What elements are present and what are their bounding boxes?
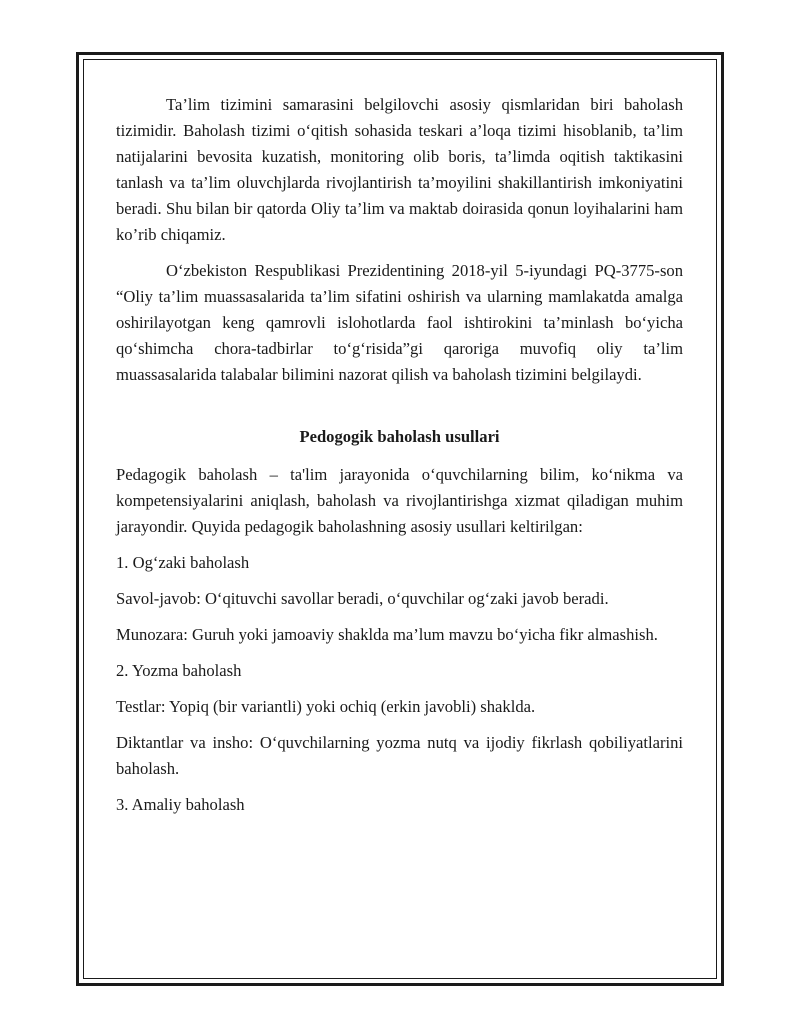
paragraph-prezident-qarori: O‘zbekiston Respublikasi Prezidentining 2018-yil 5-iyundagi PQ-3775-son “Oliy ta’lim muassasalarida ta’lim sifatini oshirish va ularning mamlakatda amalga oshirilayotgan keng qamrovli islohotlarda faol ishtirokini ta’minlash bo‘yicha qo‘shimcha chora-tadbirlar to‘g‘risida”gi qaroriga muvofiq oliy ta’lim muassasalarida talabalar bilimini nazorat qilish va baholash tizimini belgilaydi. bbox=[116, 261, 683, 384]
section-title-amaliy: 3. Amaliy baholash bbox=[116, 795, 245, 814]
paragraph-intro: Pedagogik baholash – ta'lim jarayonida o‘quvchilarning bilim, ko‘nikma va kompetensiyalarini aniqlash, baholash va rivojlantirishga xizmat qiladigan muhim jarayondir. Quyida pedagogik baholashning asosiy usullari keltirilgan: bbox=[116, 465, 683, 536]
section-heading: Pedogogik baholash usullari bbox=[299, 427, 500, 446]
section-title-ogzaki: 1. Og‘zaki baholash bbox=[116, 553, 250, 572]
section-title-yozma: 2. Yozma baholash bbox=[116, 661, 242, 680]
list-item-testlar: Testlar: Yopiq (bir variantli) yoki ochiq (erkin javobli) shaklda. bbox=[116, 697, 536, 716]
list-item-diktantlar: Diktantlar va insho: O‘quvchilarning yozma nutq va ijodiy fikrlash qobiliyatlarini baholash. bbox=[116, 733, 683, 778]
paragraph-talim-tizimi: Ta’lim tizimini samarasini belgilovchi asosiy qismlaridan biri baholash tizimidir. Baholash tizimi o‘qitish sohasida teskari a’loqa tizimi hisoblanib, ta’lim natijalarini bevosita kuzatish, monitoring olib boris, ta’limda oqitish taktikasini tanlash va ta’lim oluvchjlarda rivojlantirish ta’moyilini shakillantirish imkoniyatini beradi. Shu bilan bir qatorda Oliy ta’lim va maktab doirasida qonun loyihalarini ham ko’rib chiqamiz. bbox=[116, 95, 683, 244]
document-body bbox=[116, 92, 683, 828]
list-item-munozara: Munozara: Guruh yoki jamoaviy shaklda ma’lum mavzu bo‘yicha fikr almashish. bbox=[116, 625, 658, 644]
list-item-savol-javob: Savol-javob: O‘qituvchi savollar beradi, o‘quvchilar og‘zaki javob beradi. bbox=[116, 589, 609, 608]
